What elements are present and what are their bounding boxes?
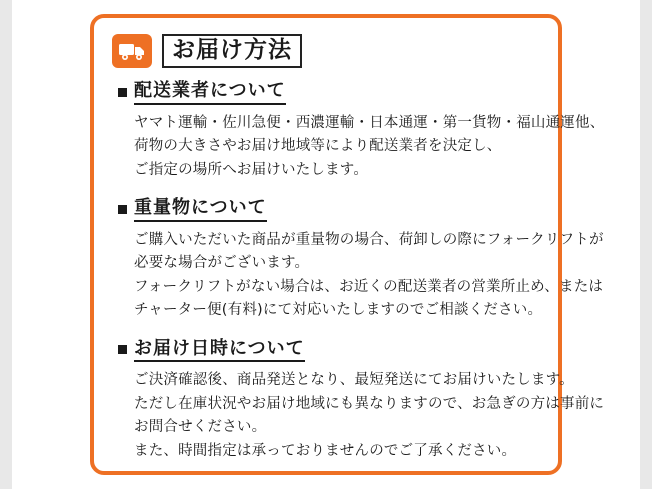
section-heavy-goods-line-2: 必要な場合がございます。 (134, 255, 310, 272)
section-heavy-goods-line-1: ご購入いただいた商品が重量物の場合、荷卸しの際にフォークリフトが (134, 231, 604, 248)
section-delivery-datetime-line-4: また、時間指定は承っておりませんのでご了承ください。 (134, 442, 517, 459)
section-heavy-goods (118, 197, 604, 323)
section-heavy-goods-line-4: チャーター便(有料)にて対応いたしますのでご相談ください。 (134, 302, 543, 319)
section-carrier-line-1: ヤマト運輸・佐川急便・西濃運輸・日本通運・第一貨物・福山通運他、 (134, 114, 605, 131)
section-delivery-datetime (118, 337, 605, 464)
delivery-truck-icon (112, 34, 152, 68)
section-delivery-datetime-line-3: お問合せください。 (134, 419, 267, 436)
section-heavy-goods-line-3: フォークリフトがない場合は、お近くの配送業者の営業所止め、または (134, 278, 604, 295)
section-heavy-goods-heading (118, 197, 540, 222)
section-delivery-datetime-heading-text: お届け日時について (134, 338, 305, 363)
square-bullet-icon (118, 345, 127, 354)
card-header (112, 34, 302, 68)
section-delivery-datetime-line-1: ご決済確認後、商品発送となり、最短発送にてお届けいたします。 (134, 372, 574, 389)
section-heavy-goods-heading-text: 重量物について (134, 197, 267, 222)
section-carrier-heading-text: 配送業者について (134, 80, 286, 105)
section-carrier-line-2: 荷物の大きさやお届け地域等により配送業者を決定し、 (134, 138, 502, 155)
square-bullet-icon (118, 88, 127, 97)
section-delivery-datetime-heading (118, 338, 540, 363)
card-title-box (162, 34, 302, 68)
left-margin-bar (0, 0, 12, 489)
delivery-info-card (90, 14, 605, 475)
section-carrier-heading (118, 80, 540, 105)
section-carrier (118, 80, 605, 182)
square-bullet-icon (118, 205, 127, 214)
page-title: お届け方法 (172, 37, 292, 63)
section-carrier-line-3: ご指定の場所へお届けいたします。 (134, 161, 369, 178)
section-delivery-datetime-line-2: ただし在庫状況やお届け地域にも異なりますので、お急ぎの方は事前に (134, 395, 605, 412)
card-content (118, 80, 605, 472)
right-margin-bar (640, 0, 652, 489)
